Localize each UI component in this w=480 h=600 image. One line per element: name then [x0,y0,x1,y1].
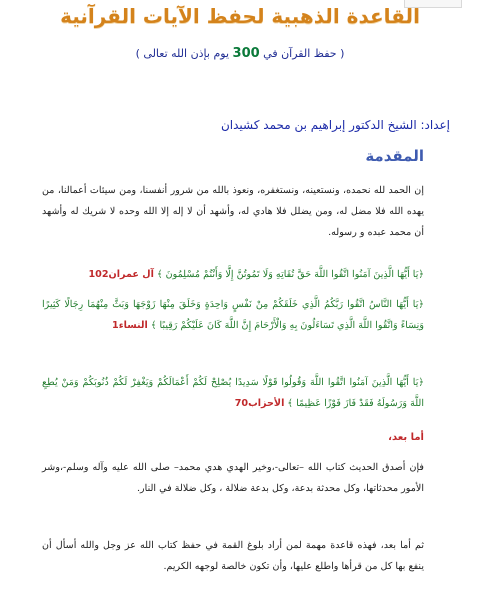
closing-paragraph: ثم أما بعد، فهذه قاعدة مهمة لمن أراد بلوغ القمة في حفظ كتاب الله عز وجل والله أسأل أن ينفع بها كل من قرأها واطلع عليها، وأن تكون خالصة لوجهه الكريم. [42,540,424,572]
verse-text: ﴿يَا أَيُّهَا الَّذِينَ آمَنُوا اتَّقُوا اللَّهَ حَقَّ تُقَاتِهِ وَلَا تَمُوتُنَّ إِلَّا وَأَنْتُمْ مُسْلِمُونَ ﴾ [156,269,424,280]
subtitle-text-end: يوم بإذن الله تعالى ) [135,47,230,60]
verse-block [42,372,424,414]
verse-reference: آل عمران102 [88,269,154,280]
verse-reference: النساء1 [112,320,148,331]
author-line: إعداد: الشيخ الدكتور إبراهيم بن محمد كشيدان [220,118,450,132]
section-heading-introduction: المقدمة [365,147,424,165]
intro-paragraph: إن الحمد لله نحمده، ونستعينه، ونستغفره، ونعوذ بالله من شرور أنفسنا، ومن سيئات أعمالنا، من يهده الله فلا مضل له، ومن يضلل فلا هادي له، وأشهد أن لا إله إلا الله وحده لا شريك له وأشهد أن محمد عبده و رسوله. [42,185,424,238]
verse-reference: الأحزاب70 [234,398,285,409]
subtitle-text-start: ( حفظ القرآن في [263,47,345,60]
document-subtitle [30,46,450,61]
document-title: القاعدة الذهبية لحفظ الآيات القرآنية [60,4,420,28]
verse-block [42,264,424,285]
hadith-paragraph: فإن أصدق الحديث كتاب الله –تعالى-،وخير الهدي هدي محمد– صلى الله عليه وآله وسلم-،وشر الأمور محدثاتها، وكل محدثة بدعة، وكل بدعة ضلالة ، وكل ضلالة في النار. [42,462,424,494]
subtitle-number: 300 [232,46,260,61]
amma-baad-heading: أما بعد، [388,432,424,443]
verse-block [42,294,424,336]
verse-text: ﴿يَا أَيُّهَا النَّاسُ اتَّقُوا رَبَّكُمُ الَّذِي خَلَقَكُمْ مِنْ نَفْسٍ وَاحِدَةٍ وَخَلَقَ مِنْهَا زَوْجَهَا وَبَثَّ مِنْهُمَا رِجَالًا كَثِيرًا وَنِسَاءً وَاتَّقُوا اللَّهَ الَّذِي تَسَاءَلُونَ بِهِ وَالْأَرْحَامَ إِنَّ اللَّهَ كَانَ عَلَيْكُمْ رَقِيبًا ﴾ [42,299,424,331]
verse-text: ﴿يَا أَيُّهَا الَّذِينَ آمَنُوا اتَّقُوا اللَّهَ وَقُولُوا قَوْلًا سَدِيدًا يُصْلِحْ لَكُمْ أَعْمَالَكُمْ وَيَغْفِرْ لَكُمْ ذُنُوبَكُمْ وَمَنْ يُطِعِ اللَّهَ وَرَسُولَهُ فَقَدْ فَازَ فَوْزًا عَظِيمًا ﴾ [42,377,424,409]
